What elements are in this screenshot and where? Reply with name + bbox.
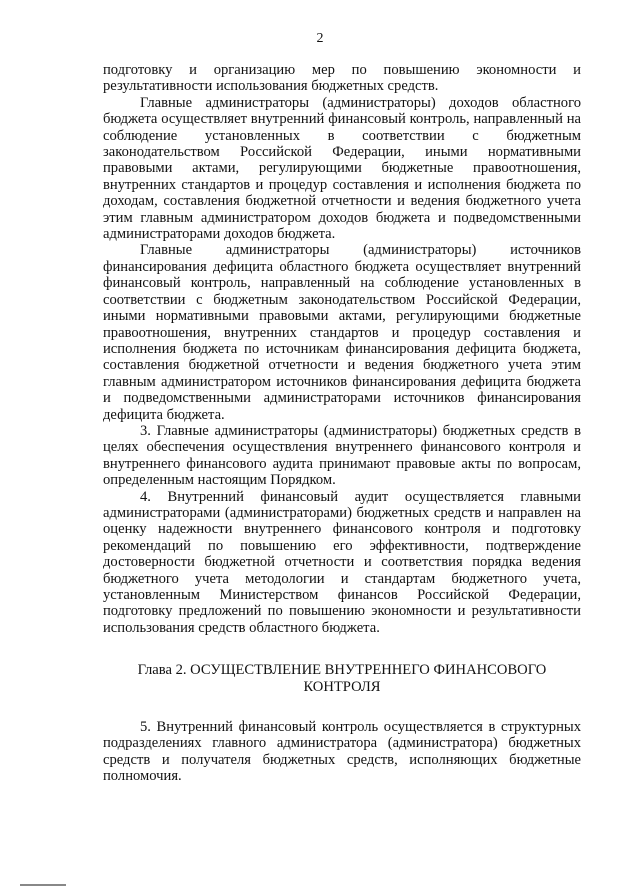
- paragraph-item-4: 4. Внутренний финансовый аудит осуществляется главными администраторами (администраторами) бюджетных средств и направлен на оценку надежности внутреннего финансового контроля и подготовку рекомендаций по повышению его эффективности, подтверждение достоверности бюджетной отчетности и соответствия порядка ведения бюджетного учета методологии и стандартам бюджетного учета, установленным Министерством финансов Российской Федерации, подготовку предложений по повышению экономности и результативности использования средств областного бюджета.: [103, 488, 581, 636]
- paragraph-item-3: 3. Главные администраторы (администраторы) бюджетных средств в целях обеспечения осуществления внутреннего финансового контроля и внутреннего финансового аудита принимают правовые акты по вопросам, определенным настоящим Порядком.: [103, 422, 581, 489]
- paragraph-item-5: 5. Внутренний финансовый контроль осуществляется в структурных подразделениях главного администратора (администратора) бюджетных средств и получателя бюджетных средств, исполняющих бюджетные полномочия.: [103, 719, 581, 785]
- paragraph-continuation: подготовку и организацию мер по повышению экономности и результативности использования бюджетных средств.: [103, 62, 581, 95]
- chapter-heading: Глава 2. ОСУЩЕСТВЛЕНИЕ ВНУТРЕННЕГО ФИНАНСОВОГО КОНТРОЛЯ: [137, 662, 547, 695]
- paragraph-deficit-financing-administrators: Главные администраторы (администраторы) источников финансирования дефицита областного бюджета осуществляет внутренний финансовый контроль, направленный на соблюдение установленных в соответствии с бюджетным законодательством Российской Федерации, иными нормативными правовыми актами, регулирующими бюджетные правоотношения, внутренних стандартов и процедур составления и исполнения бюджета по источникам финансирования дефицита бюджета, составления бюджетной отчетности и ведения бюджетного учета этим главным администратором источников финансирования дефицита бюджета и подведомственными администраторами источников финансирования дефицита бюджета.: [103, 242, 581, 423]
- page-number: 2: [316, 31, 324, 46]
- document-body: [103, 62, 581, 785]
- paragraph-revenue-administrators: Главные администраторы (администраторы) доходов областного бюджета осуществляет внутренний финансовый контроль, направленный на соблюдение установленных в соответствии с бюджетным законодательством Российской Федерации, иными нормативными правовыми актами, регулирующими бюджетные правоотношения, внутренних стандартов и процедур составления и исполнения бюджета по доходам, составления бюджетной отчетности и ведения бюджетного учета этим главным администратором доходов бюджета и подведомственными администраторами доходов бюджета.: [103, 94, 581, 243]
- footer-divider: [20, 884, 66, 886]
